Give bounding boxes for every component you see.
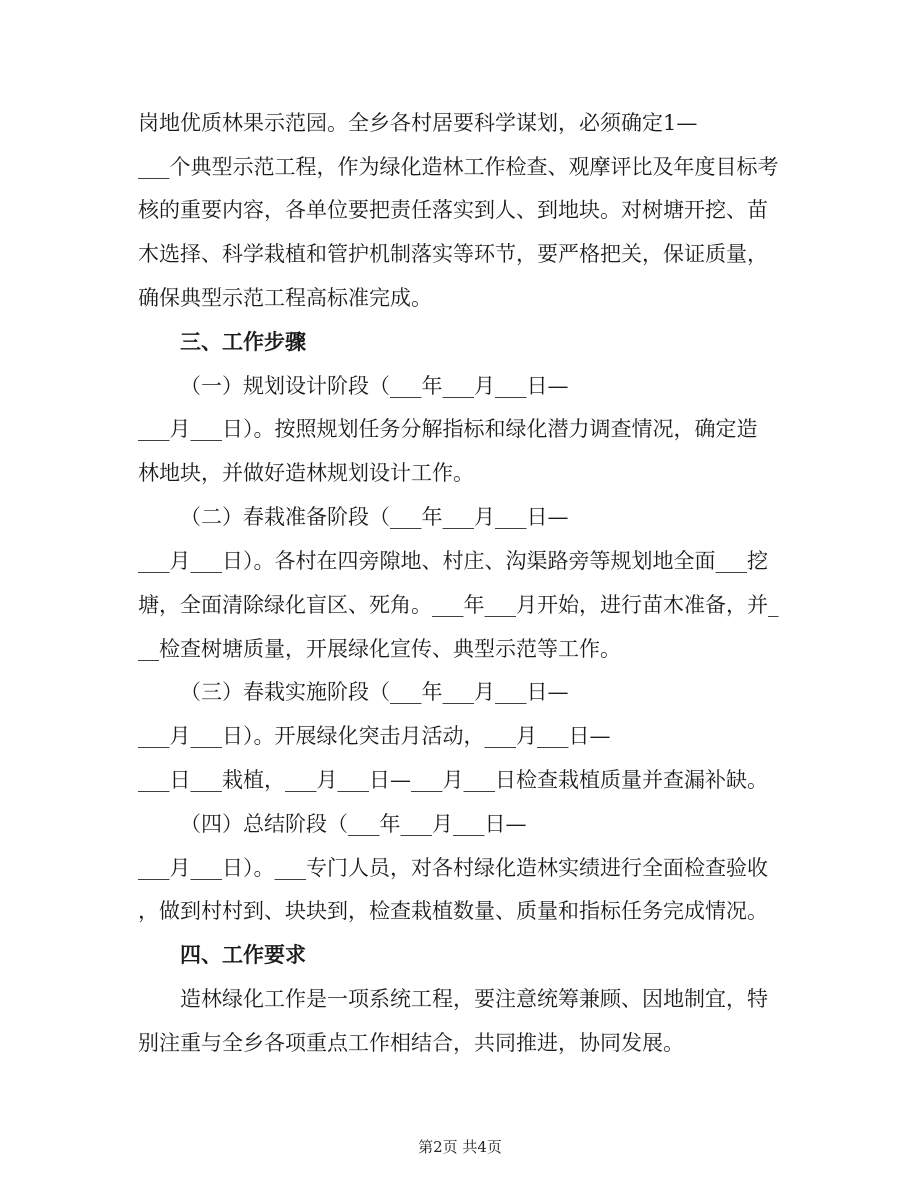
body-line-18: ___月___日）。___专门人员，对各村绿化造林实绩进行全面检查验收	[138, 856, 768, 880]
body-line-1: 岗地优质林果示范园。全乡各村居要科学谋划，必须确定1—	[138, 111, 698, 135]
page-number-footer: 第2页 共4页	[418, 1138, 502, 1156]
body-line-19: ，做到村村到、块块到，检查栽植数量、质量和指标任务完成情况。	[138, 899, 768, 923]
body-line-9: 林地块，并做好造林规划设计工作。	[138, 461, 474, 485]
body-line-12: 塘，全面清除绿化盲区、死角。___年___月开始，进行苗木准备，并_	[138, 593, 779, 617]
subsection-2-title: （二）春栽准备阶段（___年___月___日—	[180, 505, 569, 529]
body-line-5: 确保典型示范工程高标准完成。	[138, 286, 432, 310]
subsection-3-title: （三）春栽实施阶段（___年___月___日—	[180, 680, 569, 704]
body-line-2: ___个典型示范工程，作为绿化造林工作检查、观摩评比及年度目标考	[138, 155, 779, 179]
section-heading-4: 四、工作要求	[180, 942, 306, 967]
subsection-1-title: （一）规划设计阶段（___年___月___日—	[180, 374, 569, 398]
subsection-4-title: （四）总结阶段（___年___月___日—	[180, 812, 527, 836]
body-line-8: ___月___日）。按照规划任务分解指标和绿化潜力调查情况，确定造	[138, 417, 758, 441]
body-line-22: 别注重与全乡各项重点工作相结合，共同推进，协同发展。	[138, 1031, 684, 1055]
body-line-21: 造林绿化工作是一项系统工程，要注意统筹兼顾、因地制宜，特	[180, 987, 768, 1011]
body-line-4: 木选择、科学栽植和管护机制落实等环节，要严格把关，保证质量，	[138, 242, 768, 266]
body-line-15: ___月___日）。开展绿化突击月活动，___月___日—	[138, 724, 611, 748]
body-line-13: __检查树塘质量，开展绿化宣传、典型示范等工作。	[138, 637, 621, 661]
body-line-11: ___月___日）。各村在四旁隙地、村庄、沟渠路旁等规划地全面___挖	[138, 549, 768, 573]
body-line-16: ___日___栽植，___月___日—___月___日检查栽植质量并查漏补缺。	[138, 768, 768, 792]
body-line-3: 核的重要内容，各单位要把责任落实到人、到地块。对树塘开挖、苗	[138, 198, 768, 222]
section-heading-3: 三、工作步骤	[180, 329, 306, 354]
